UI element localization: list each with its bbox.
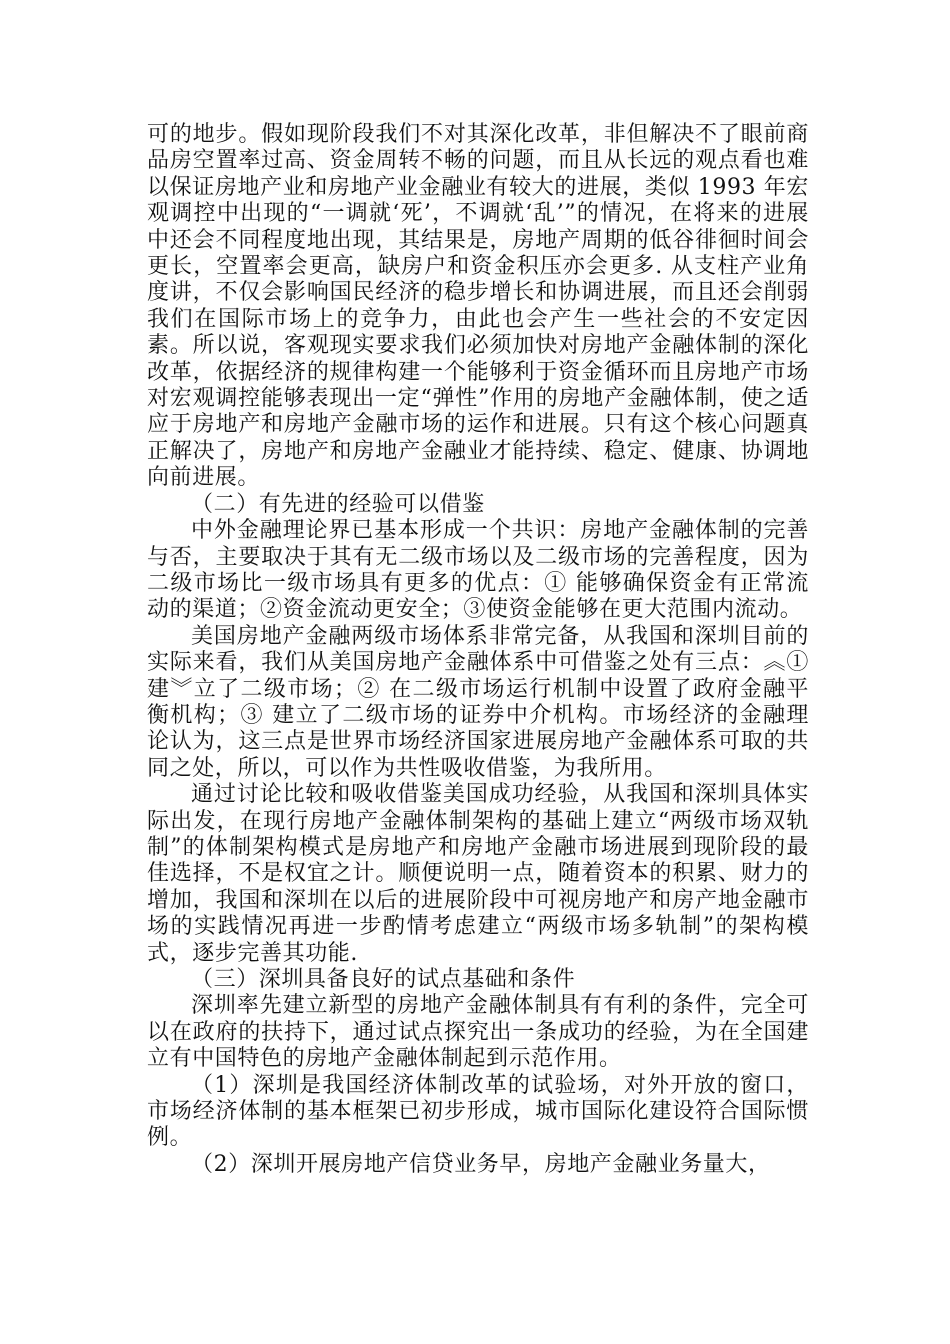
paragraph-continuation: 可的地步。假如现阶段我们不对其深化改革，非但解决不了眼前商品房空置率过高、资金周转不畅的问题，而且从长远的观点看也难以保证房地产业和房地产业金融业有较大的进展，类似 1993 年宏观调控中出现的“一调就‘死’，不调就‘乱’”的情况，在将来的进展中还会不同程度地出现，其结果是，房地产周期的低谷徘徊时间会更长，空置率会更高，缺房户和资金积压亦会更多. 从支柱产业角度讲，不仅会影响国民经济的稳步增长和协调进展，而且还会削弱我们在国际市场上的竞争力，由此也会产生一些社会的不安定因素。所以说，客观现实要求我们必须加快对房地产金融体制的深化改革，依据经济的规律构建一个能够利于资金循环而且房地产市场对宏观调控能够表现出一定“弹性”作用的房地产金融体制，使之适应于房地产和房地产金融市场的运作和进展。只有这个核心问题真正解决了，房地产和房地产金融业才能持续、稳定、健康、协调地向前进展。 <box>147 122 809 491</box>
section-heading-2: （二）有先进的经验可以借鉴 <box>191 491 485 517</box>
paragraph-point-2: （2）深圳开展房地产信贷业务早，房地产金融业务量大， <box>191 1151 771 1177</box>
section-heading-3: （三）深圳具备良好的试点基础和条件 <box>191 967 576 992</box>
paragraph-us-system: 美国房地产金融两级市场体系非常完备，从我国和深圳目前的实际来看，我们从美国房地产金融体系中可借鉴之处有三点：︽①建︾立了二级市场；② 在二级市场运行机制中设置了政府金融平衡机构；③ 建立了二级市场的证券中介机构。市场经济的金融理论认为，这三点是世界市场经济国家进展房地产金融体系可取的共同之处，所以，可以作为共性吸收借鉴，为我所用。 <box>147 623 809 781</box>
document-page <box>147 122 809 1178</box>
paragraph-shenzhen-conditions: 深圳率先建立新型的房地产金融体制具有有利的条件，完全可以在政府的扶持下，通过试点探究出一条成功的经验，为在全国建立有中国特色的房地产金融体制起到示范作用。 <box>147 993 809 1072</box>
paragraph-point-1: （1）深圳是我国经济体制改革的试验场，对外开放的窗口，市场经济体制的基本框架已初步形成，城市国际化建设符合国际惯例。 <box>147 1072 809 1151</box>
paragraph-dual-track: 通过讨论比较和吸收借鉴美国成功经验，从我国和深圳具体实际出发，在现行房地产金融体制架构的基础上建立“两级市场双轨制”的体制架构模式是房地产和房地产金融市场进展到现阶段的最佳选择，不是权宜之计。顺便说明一点，随着资本的积累、财力的增加，我国和深圳在以后的进展阶段中可视房地产和房产地金融市场的实践情况再进一步酌情考虑建立“两级市场多轨制”的架构模式，逐步完善其功能. <box>147 782 809 966</box>
paragraph-consensus: 中外金融理论界已基本形成一个共识：房地产金融体制的完善与否，主要取决于其有无二级市场以及二级市场的完善程度，因为二级市场比一级市场具有更多的优点：① 能够确保资金有正常流动的渠道；②资金流动更安全；③使资金能够在更大范围内流动。 <box>147 518 809 623</box>
